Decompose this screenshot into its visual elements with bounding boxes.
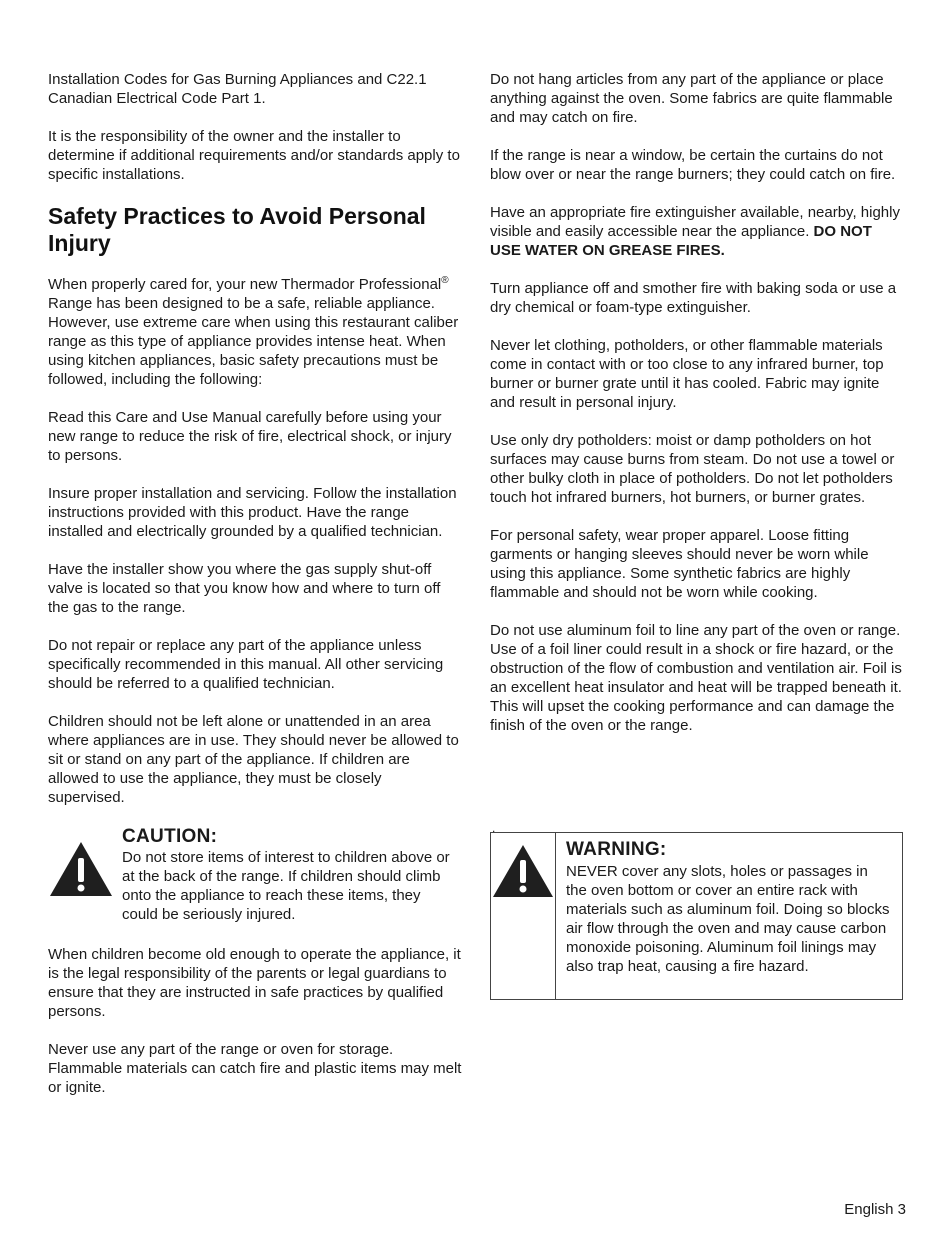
- caution-body: Do not store items of interest to children above or at the back of the range. If children should climb onto the appliance to reach these items, they could be seriously injured.: [122, 849, 450, 923]
- warning-title: WARNING:: [566, 839, 667, 860]
- caution-callout: [48, 826, 462, 924]
- safety-intro-text-b: Range has been designed to be a safe, reliable appliance. However, use extreme care when using this restaurant caliber range as this type of appliance provides intense heat. When using kitchen appliances, basic safety precautions must be followed, including the following:: [48, 295, 459, 388]
- paragraph-children-older: When children become old enough to operate the appliance, it is the legal responsibility of the parents or legal guardians to ensure that they are instructed in safe practices by qualified persons.: [48, 946, 461, 1020]
- paragraph-curtains: If the range is near a window, be certain the curtains do not blow over or near the range burners; they could catch on fire.: [490, 147, 896, 183]
- warning-icon-cell: [491, 833, 556, 999]
- warning-callout: [490, 832, 903, 1000]
- paragraph-gas-shutoff: Have the installer show you where the gas supply shut-off valve is located so that you know how and where to turn off the gas to the range.: [48, 561, 441, 616]
- warning-body: NEVER cover any slots, holes or passages in the oven bottom or cover an entire rack with materials such as aluminum foil. Doing so blocks air flow through the oven and may cause carbon monoxide poisoning. Aluminum foil linings may also trap heat, causing a fire hazard.: [566, 863, 890, 975]
- right-column: [490, 70, 906, 754]
- paragraph-extinguisher: [490, 203, 906, 260]
- caution-title: CAUTION:: [122, 826, 218, 847]
- safety-intro-paragraph: [48, 275, 462, 389]
- caution-warning-icon: [48, 840, 114, 898]
- safety-intro-text-a: When properly cared for, your new Thermador Professional: [48, 276, 442, 293]
- paragraph-flammable-clothing: Never let clothing, potholders, or other flammable materials come in contact with or too close to any infrared burner, top burner or burner grate until it has cooled. Fabric may ignite and result in personal injury.: [490, 337, 884, 411]
- paragraph-potholders: Use only dry potholders: moist or damp potholders on hot surfaces may cause burns from steam. Do not use a towel or other bulky cloth in place of potholders. Do not let potholders touch hot infrared burners, hot burners, or burner grates.: [490, 432, 895, 506]
- intro-paragraph-1: Installation Codes for Gas Burning Appliances and C22.1 Canadian Electrical Code Part 1.: [48, 71, 427, 107]
- paragraph-apparel: For personal safety, wear proper apparel. Loose fitting garments or hanging sleeves should never be worn while using this appliance. Some synthetic fabrics are highly flammable and should not be worn while cooking.: [490, 527, 869, 601]
- paragraph-aluminum-foil: Do not use aluminum foil to line any part of the oven or range. Use of a foil liner could result in a shock or fire hazard, or the obstruction of the flow of combustion and ventilation air. Foil is an excellent heat insulator and heat will be trapped beneath it. This will upset the cooking performance and can damage the finish of the oven or the range.: [490, 622, 902, 734]
- registered-mark: ®: [441, 275, 449, 286]
- paragraph-read-manual: Read this Care and Use Manual carefully before using your new range to reduce the risk of fire, electrical shock, or injury to persons.: [48, 409, 452, 464]
- warning-triangle-icon: [491, 843, 555, 899]
- intro-paragraph-2: It is the responsibility of the owner and the installer to determine if additional requirements and/or standards apply to specific installations.: [48, 128, 460, 183]
- paragraph-smother-fire: Turn appliance off and smother fire with baking soda or use a dry chemical or foam-type extinguisher.: [490, 280, 897, 316]
- paragraph-repair: Do not repair or replace any part of the appliance unless specifically recommended in this manual. All other servicing should be referred to a qualified technician.: [48, 637, 444, 692]
- grease-fire-warning: DO NOT USE WATER ON GREASE FIRES.: [490, 223, 872, 259]
- stray-dot: .: [492, 821, 496, 835]
- paragraph-installation: Insure proper installation and servicing. Follow the installation instructions provided with this product. Have the range installed and electrically grounded by a qualified technician.: [48, 485, 457, 540]
- left-column: [48, 70, 462, 1116]
- section-heading: Safety Practices to Avoid Personal Injury: [48, 203, 426, 256]
- paragraph-storage: Never use any part of the range or oven for storage. Flammable materials can catch fire and plastic items may melt or ignite.: [48, 1041, 462, 1096]
- extinguisher-text: Have an appropriate fire extinguisher available, nearby, highly visible and easily accessible near the appliance.: [490, 204, 900, 240]
- paragraph-hang-articles: Do not hang articles from any part of the appliance or place anything against the oven. Some fabrics are quite flammable and may catch on fire.: [490, 71, 893, 126]
- page-number: English 3: [844, 1201, 906, 1218]
- paragraph-children: Children should not be left alone or unattended in an area where appliances are in use. They should never be allowed to sit or stand on any part of the appliance. If children are allowed to use the appliance, they must be closely supervised.: [48, 713, 459, 806]
